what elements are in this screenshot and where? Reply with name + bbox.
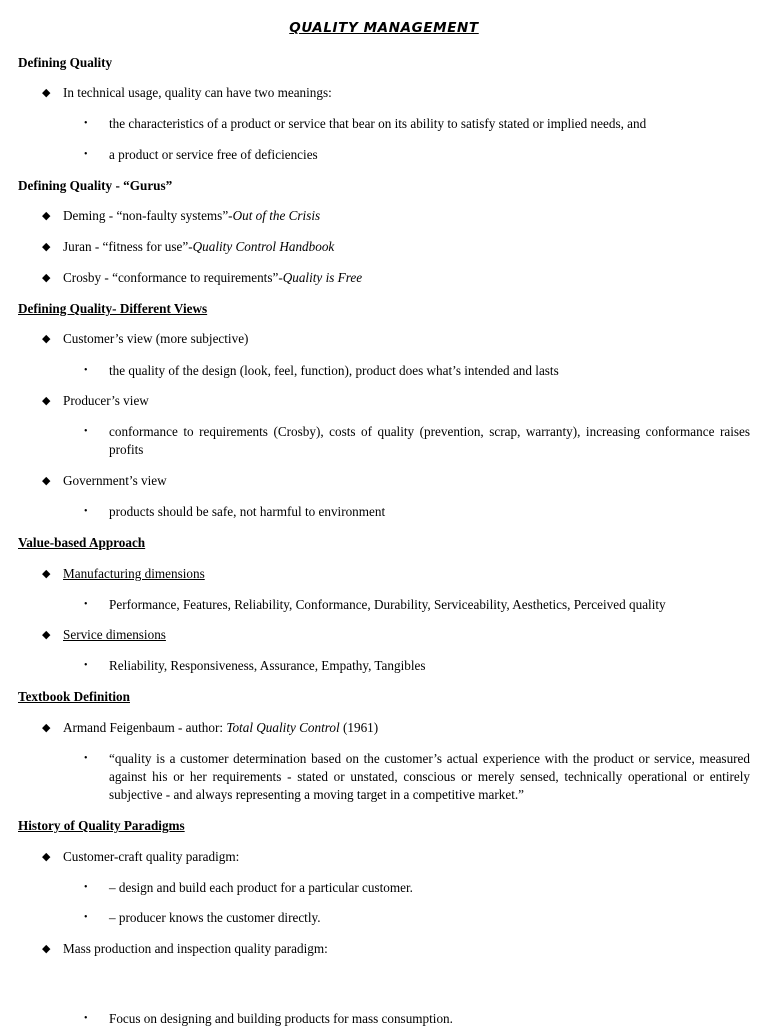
guru-juran: Juran - “fitness for use”- <box>63 239 193 254</box>
diamond-bullet-icon: ◆ <box>42 629 51 641</box>
diamond-bullet-icon: ◆ <box>42 568 51 580</box>
sub-bullet-text: Performance, Features, Reliability, Conformance, Durability, Serviceability, Aesthetics, Perceived quality <box>109 597 666 612</box>
book-title: Quality is Free <box>282 270 363 285</box>
heading-history: History of Quality Paradigms <box>18 818 185 833</box>
heading-gurus: Defining Quality - “Gurus” <box>18 178 173 193</box>
dot-bullet-icon: • <box>84 506 88 517</box>
bullet-text: Producer’s view <box>63 393 149 408</box>
bullet-text: Customer-craft quality paradigm: <box>63 849 240 864</box>
dot-bullet-icon: • <box>84 660 88 671</box>
diamond-bullet-icon: ◆ <box>42 851 51 863</box>
bullet-text <box>63 207 320 225</box>
bullet-text: Service dimensions <box>63 627 166 642</box>
sub-bullet-item <box>84 879 750 897</box>
diamond-bullet-icon: ◆ <box>42 241 51 253</box>
dot-bullet-icon: • <box>84 599 88 610</box>
sub-bullet-item <box>84 115 750 133</box>
sub-bullet-text: Focus on designing and building products for mass consumption. <box>109 1011 453 1026</box>
bullet-text <box>63 238 334 256</box>
diamond-bullet-icon: ◆ <box>42 475 51 487</box>
sub-bullet-item <box>84 146 750 164</box>
sub-bullet-item <box>84 596 750 614</box>
sub-bullet-text: a product or service free of deficiencies <box>109 147 318 162</box>
diamond-bullet-icon: ◆ <box>42 722 51 734</box>
bullet-text: Customer’s view (more subjective) <box>63 331 249 346</box>
dot-bullet-icon: • <box>84 149 88 160</box>
dot-bullet-icon: • <box>84 882 88 893</box>
author-prefix: Armand Feigenbaum - author: <box>63 720 227 735</box>
book-title: Total Quality Control <box>226 720 340 735</box>
sub-bullet-item <box>84 750 750 804</box>
diamond-bullet-icon: ◆ <box>42 210 51 222</box>
diamond-bullet-icon: ◆ <box>42 272 51 284</box>
heading-value-based: Value-based Approach <box>18 535 146 550</box>
sub-bullet-text: Reliability, Responsiveness, Assurance, Empathy, Tangibles <box>109 658 426 673</box>
diamond-bullet-icon: ◆ <box>42 333 51 345</box>
diamond-bullet-icon: ◆ <box>42 87 51 99</box>
sub-bullet-text: – design and build each product for a particular customer. <box>109 880 413 895</box>
dot-bullet-icon: • <box>84 118 88 129</box>
dot-bullet-icon: • <box>84 1013 88 1024</box>
bullet-text: Manufacturing dimensions <box>63 566 205 581</box>
quote-text: “quality is a customer determination based on the customer’s actual experience with the product or service, measured against his or her requirements - stated or unstated, conscious or merely sensed, technically operational or entirely subjective - and always representing a moving target in a competitive market.” <box>109 751 750 802</box>
heading-textbook-definition: Textbook Definition <box>18 689 130 704</box>
sub-bullet-item <box>84 423 750 459</box>
dot-bullet-icon: • <box>84 365 88 376</box>
sub-bullet-item <box>84 1010 750 1028</box>
heading-defining-quality: Defining Quality <box>18 55 113 70</box>
sub-bullet-item <box>84 909 750 927</box>
sub-bullet-text: the characteristics of a product or service that bear on its ability to satisfy stated or implied needs, and <box>109 116 647 131</box>
bullet-text: Government’s view <box>63 473 167 488</box>
dot-bullet-icon: • <box>84 753 88 764</box>
bullet-text <box>63 719 378 737</box>
diamond-bullet-icon: ◆ <box>42 943 51 955</box>
book-title: Out of the Crisis <box>232 208 321 223</box>
book-title: Quality Control Handbook <box>192 239 335 254</box>
sub-bullet-item <box>84 503 750 521</box>
dot-bullet-icon: • <box>84 426 88 437</box>
page-title: QUALITY MANAGEMENT <box>289 20 479 36</box>
sub-bullet-text: the quality of the design (look, feel, function), product does what’s intended and lasts <box>109 363 559 378</box>
heading-different-views: Defining Quality- Different Views <box>18 301 208 316</box>
bullet-text: Mass production and inspection quality paradigm: <box>63 941 328 956</box>
guru-crosby: Crosby - “conformance to requirements”- <box>63 270 283 285</box>
bullet-text: In technical usage, quality can have two meanings: <box>63 85 332 100</box>
author-year: (1961) <box>339 720 379 735</box>
sub-bullet-text: products should be safe, not harmful to environment <box>109 504 386 519</box>
sub-bullet-item <box>84 657 750 675</box>
guru-deming: Deming - “non-faulty systems”- <box>63 208 233 223</box>
sub-bullet-text: – producer knows the customer directly. <box>109 910 321 925</box>
diamond-bullet-icon: ◆ <box>42 395 51 407</box>
sub-bullet-item <box>84 362 750 380</box>
sub-bullet-text: conformance to requirements (Crosby), costs of quality (prevention, scrap, warranty), increasing conformance raises profits <box>109 424 750 457</box>
bullet-text <box>63 269 362 287</box>
dot-bullet-icon: • <box>84 912 88 923</box>
